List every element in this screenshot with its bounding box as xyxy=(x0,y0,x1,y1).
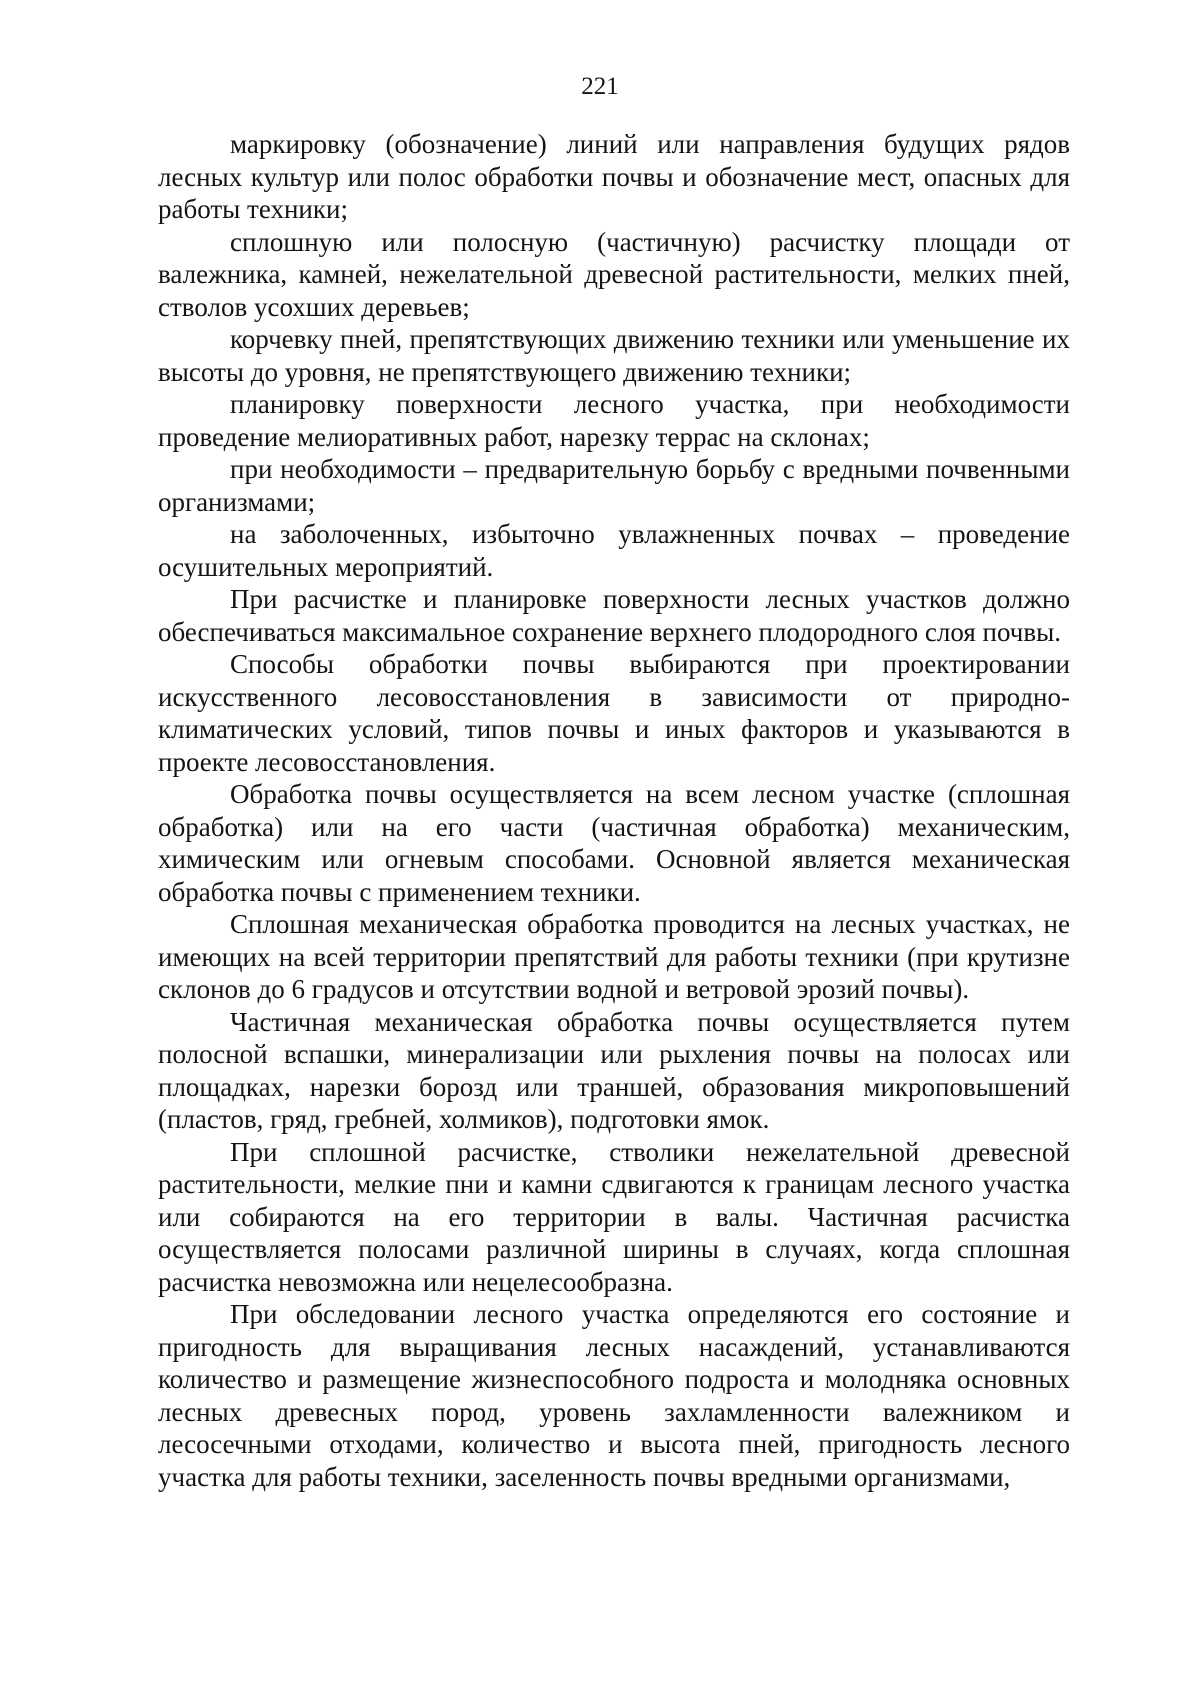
paragraph-marking: маркировку (обозначение) линий или направления будущих рядов лесных культур или полос обработки почвы и обозначение мест, опасных для работы техники; xyxy=(158,129,1070,224)
paragraph-topsoil-preservation: При расчистке и планировке поверхности лесных участков должно обеспечиваться максимальное сохранение верхнего плодородного слоя почвы. xyxy=(158,584,1070,647)
paragraph-tillage-methods: Способы обработки почвы выбираются при проектировании искусственного лесовосстановления в зависимости от природно-климатических условий, типов почвы и иных факторов и указываются в проекте лесовосстановления. xyxy=(158,649,1070,777)
document-body xyxy=(158,128,1070,1493)
paragraph-pest-control: при необходимости – предварительную борьбу с вредными почвенными организмами; xyxy=(158,454,1070,517)
paragraph-continuous-tillage: Сплошная механическая обработка проводится на лесных участках, не имеющих на всей территории препятствий для работы техники (при крутизне склонов до 6 градусов и отсутствии водной и ветровой эрозий почвы). xyxy=(158,909,1070,1004)
paragraph-surface-leveling: планировку поверхности лесного участка, при необходимости проведение мелиоративных работ, нарезку террас на склонах; xyxy=(158,389,1070,452)
paragraph-stump-removal: корчевку пней, препятствующих движению техники или уменьшение их высоты до уровня, не препятствующего движению техники; xyxy=(158,324,1070,387)
paragraph-tillage-types: Обработка почвы осуществляется на всем лесном участке (сплошная обработка) или на его части (частичная обработка) механическим, химическим или огневым способами. Основной является механическая обработка почвы с применением техники. xyxy=(158,779,1070,907)
paragraph-drainage: на заболоченных, избыточно увлажненных почвах – проведение осушительных мероприятий. xyxy=(158,519,1070,582)
paragraph-partial-tillage: Частичная механическая обработка почвы осуществляется путем полосной вспашки, минерализации или рыхления почвы на полосах или площадках, нарезки борозд или траншей, образования микроповышений (пластов, гряд, гребней, холмиков), подготовки ямок. xyxy=(158,1006,1070,1134)
paragraph-clearing: сплошную или полосную (частичную) расчистку площади от валежника, камней, нежелательной древесной растительности, мелких пней, стволов усохших деревьев; xyxy=(158,226,1070,322)
paragraph-clearing-procedure: При сплошной расчистке, стволики нежелательной древесной растительности, мелкие пни и камни сдвигаются к границам лесного участка или собираются на его территории в валы. Частичная расчистка осуществляется полосами различной ширины в случаях, когда сплошная расчистка невозможна или нецелесообразна. xyxy=(158,1136,1070,1297)
page-number: 221 xyxy=(581,73,619,100)
paragraph-site-survey: При обследовании лесного участка определяются его состояние и пригодность для выращивания лесных насаждений, устанавливаются количество и размещение жизнеспособного подроста и молодняка основных лесных древесных пород, уровень захламленности валежником и лесосечными отходами, количество и высота пней, пригодность лесного участка для работы техники, заселенность почвы вредными организмами, xyxy=(158,1299,1070,1492)
